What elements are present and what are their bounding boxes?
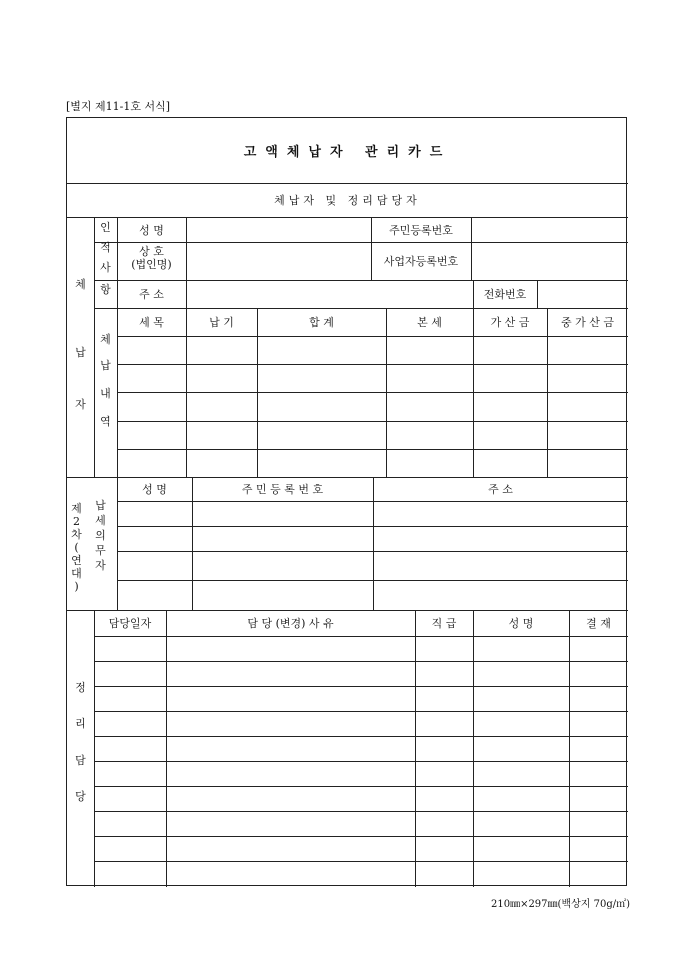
business-no-value[interactable] — [472, 243, 627, 280]
secondary-char: 제 — [71, 502, 82, 515]
paper-spec-footer: 210㎜×297㎜(백상지 70g/㎡) — [490, 899, 630, 910]
secondary-char: 의 — [95, 529, 106, 542]
secondary-header-address: 주 소 — [488, 483, 513, 496]
arrears-char: 역 — [100, 415, 111, 428]
secondary-char: ) — [74, 580, 79, 593]
resident-no-label: 주민등록번호 — [389, 223, 453, 237]
secondary-header-name: 성 명 — [142, 483, 167, 496]
manager-header-date: 담당일자 — [108, 617, 152, 630]
secondary-char: 연 — [71, 554, 82, 567]
group-char: 체 — [75, 278, 86, 291]
secondary-char: 세 — [95, 514, 106, 527]
business-no-label: 사업자등록번호 — [383, 255, 459, 268]
manager-header-approval: 결 재 — [586, 617, 611, 630]
secondary-group-label — [69, 502, 84, 593]
arrears-header-total: 합 계 — [309, 316, 334, 329]
manager-header-name: 성 명 — [508, 617, 534, 630]
identity-char: 사 — [100, 261, 111, 274]
name-label: 성 명 — [139, 223, 164, 237]
manager-header-reason: 담 당 (변경) 사 유 — [247, 617, 334, 630]
secondary-header-resident-no: 주 민 등 록 번 호 — [241, 483, 324, 496]
secondary-char: 무 — [95, 544, 106, 557]
secondary-char: ( — [74, 541, 79, 554]
phone-label: 전화번호 — [483, 288, 527, 301]
manager-char: 정 — [75, 681, 86, 694]
secondary-char: 납 — [95, 499, 106, 512]
record-card-form — [66, 117, 627, 886]
manager-char: 리 — [75, 717, 86, 730]
form-number-label: [별지 제11-1호 서식] — [66, 100, 171, 113]
arrears-char: 체 — [100, 333, 111, 346]
name-value[interactable] — [187, 218, 371, 242]
corp-name-value[interactable] — [187, 243, 371, 280]
identity-char: 인 — [100, 221, 111, 234]
arrears-header-due: 납 기 — [209, 316, 234, 329]
resident-no-value[interactable] — [472, 218, 627, 242]
arrears-header-tax-item: 세 목 — [139, 316, 164, 329]
secondary-char: 대 — [71, 567, 82, 580]
group-char: 자 — [75, 398, 86, 411]
address-label: 주 소 — [139, 288, 164, 301]
manager-header-rank: 직 급 — [431, 617, 457, 630]
identity-char: 적 — [100, 241, 111, 254]
card-title: 고액체납자 관리카드 — [243, 145, 452, 160]
secondary-char: 차 — [71, 528, 82, 541]
identity-char: 항 — [100, 283, 111, 296]
corp-label-line: 상 호 — [139, 245, 164, 258]
arrears-char: 납 — [100, 359, 111, 372]
arrears-label — [94, 334, 117, 444]
arrears-header-principal: 본 세 — [417, 316, 442, 329]
manager-char: 당 — [75, 790, 86, 803]
phone-value[interactable] — [538, 281, 627, 308]
corp-label-line: (법인명) — [131, 257, 172, 271]
address-value[interactable] — [187, 281, 473, 308]
arrears-char: 내 — [100, 387, 111, 400]
arrears-header-heavy-penalty: 중 가 산 금 — [561, 316, 614, 329]
section-subtitle: 체납자 및 정리담당자 — [274, 194, 421, 207]
secondary-char: 자 — [95, 559, 106, 572]
manager-char: 담 — [75, 754, 86, 767]
corp-label — [117, 246, 186, 271]
group-char: 납 — [75, 346, 86, 359]
manager-group-label — [67, 610, 94, 887]
secondary-group-label-2 — [84, 498, 117, 573]
identity-label — [94, 222, 117, 304]
arrears-header-penalty: 가 산 금 — [490, 316, 530, 329]
secondary-char: 2 — [73, 515, 80, 528]
taxpayer-group-label — [67, 217, 94, 477]
